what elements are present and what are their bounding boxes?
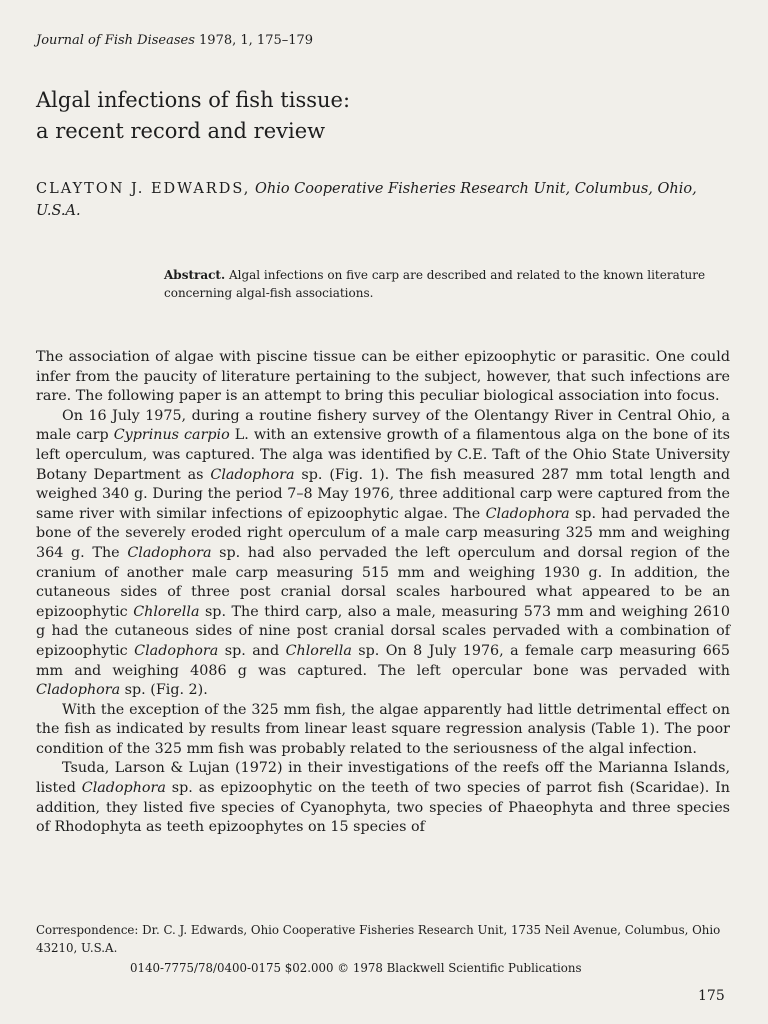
- text-run: sp. (Fig. 2).: [120, 682, 208, 699]
- copyright-line: 0140-7775/78/0400-0175 $02.000 © 1978 Blackwell Scientific Publications: [130, 961, 582, 975]
- genus-name: Cladophora: [36, 682, 121, 699]
- text-run: On 16 July 1975, during a routine fishery survey of the Olentangy River in Central Ohio, a male carp: [36, 407, 730, 444]
- text-run: sp. as epizoophytic on the teeth of two species of parrot fish (Scaridae). In addition, they listed five species of Cyanophyta, two species of Phaeophyta and three species of Rhodophyta as teeth epizoophytes on 15 species of: [36, 780, 731, 836]
- page-number: 175: [698, 988, 725, 1004]
- text-run: sp. The third carp, also a male, measuring 573 mm and weighing 2610 g had the cutaneous sides of nine post cranial dorsal scales pervaded with a combination of epizoophytic: [36, 603, 730, 659]
- genus-name: Cladophora: [210, 466, 295, 483]
- abstract-label: Abstract.: [164, 268, 226, 282]
- text-run: Tsuda, Larson & Lujan (1972) in their investigations of the reefs off the Marianna Islands, listed: [36, 760, 730, 797]
- abstract-text: Algal infections on five carp are described and related to the known literature concerning algal-fish associations.: [164, 268, 706, 300]
- author-block: [36, 178, 730, 222]
- paragraph-3: With the exception of the 325 mm fish, the algae apparently had little detrimental effect on the fish as indicated by results from linear least square regression analysis (Table 1). The poor condition of the 325 mm fish was probably related to the seriousness of the algal infection.: [36, 701, 730, 757]
- journal-header: [36, 33, 313, 48]
- text-run: sp. (Fig. 1). The fish measured 287 mm total length and weighed 340 g. During the period 7–8 May 1976, three additional carp were captured from the same river with similar infections of epizoophytic algae. The: [36, 466, 731, 522]
- species-name: Cyprinus carpio: [113, 427, 230, 444]
- body-text: [36, 348, 730, 838]
- abstract: [164, 266, 730, 302]
- author-affiliation: Ohio Cooperative Fisheries Research Unit, Columbus, Ohio, U.S.A.: [36, 181, 697, 219]
- genus-name: Chlorella: [133, 603, 200, 620]
- paragraph-2: [36, 407, 730, 701]
- text-run: L. with an extensive growth of a filamentous alga on the bone of its left operculum, was captured. The alga was identified by C.E. Taft of the Ohio State University Botany Department as: [36, 427, 730, 483]
- title-line-1: Algal infections of fish tissue:: [36, 88, 351, 112]
- genus-name: Cladophora: [81, 780, 166, 797]
- text-run: sp. had also pervaded the left operculum and dorsal region of the cranium of another male carp measuring 515 mm and weighing 1930 g. In addition, the cutaneous sides of three post cranial dorsal scales harboured what appeared to be an epizoophytic: [36, 544, 730, 620]
- text-run: sp. and: [218, 642, 286, 659]
- genus-name: Chlorella: [285, 642, 352, 659]
- text-run: sp. On 8 July 1976, a female carp measuring 665 mm and weighing 4086 g was captured. The left opercular bone was pervaded with: [36, 642, 730, 679]
- correspondence-note: Correspondence: Dr. C. J. Edwards, Ohio Cooperative Fisheries Research Unit, 1735 Neil Avenue, Columbus, Ohio 43210, U.S.A.: [36, 923, 721, 955]
- title-line-2: a recent record and review: [36, 119, 326, 143]
- journal-citation: 1978, 1, 175–179: [194, 33, 314, 48]
- text-run: sp. had pervaded the bone of the severely eroded right operculum of a male carp measuring 325 mm and weighing 364 g. The: [36, 505, 730, 561]
- genus-name: Cladophora: [485, 505, 570, 522]
- genus-name: Cladophora: [127, 544, 212, 561]
- genus-name: Cladophora: [134, 642, 219, 659]
- journal-name: Journal of Fish Diseases: [36, 33, 195, 48]
- paragraph-4: [36, 759, 730, 837]
- author-name: CLAYTON J. EDWARDS,: [36, 181, 251, 197]
- paper-title: [36, 85, 350, 147]
- paragraph-1: The association of algae with piscine tissue can be either epizoophytic or parasitic. One could infer from the paucity of literature pertaining to the subject, however, that such infections are rare. The following paper is an attempt to bring this peculiar biological association into focus.: [36, 349, 730, 405]
